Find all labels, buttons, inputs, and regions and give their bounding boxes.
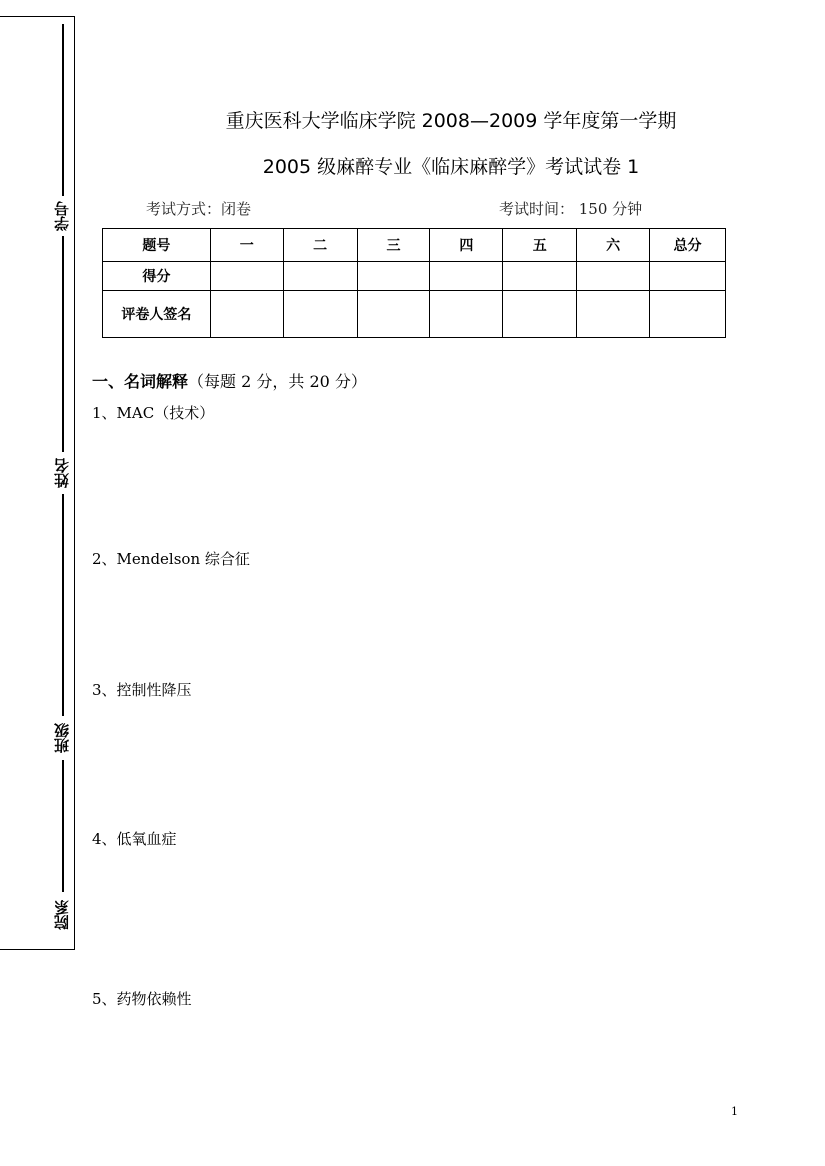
binding-line	[62, 494, 64, 716]
grader-row-label: 评卷人签名	[103, 291, 211, 338]
grader-cell[interactable]	[503, 291, 577, 338]
table-header-cell: 题号	[103, 229, 211, 262]
score-cell[interactable]	[650, 262, 726, 291]
student-name-label: 姓名	[53, 458, 71, 488]
binding-line	[62, 236, 64, 452]
score-cell[interactable]	[430, 262, 503, 291]
score-cell[interactable]	[577, 262, 650, 291]
student-id-label: 学号	[53, 201, 71, 231]
grader-cell[interactable]	[357, 291, 430, 338]
exam-title-line1: 重庆医科大学临床学院 2008—2009 学年度第一学期	[225, 110, 677, 132]
question-item: 5、药物依赖性	[92, 990, 192, 1008]
exam-mode: 考试方式：闭卷	[146, 200, 252, 218]
table-header-cell: 二	[283, 229, 357, 262]
exam-title-line2: 2005 级麻醉专业《临床麻醉学》考试试卷 1	[262, 156, 640, 178]
question-item: 2、Mendelson 综合征	[92, 550, 250, 568]
table-header-cell: 三	[357, 229, 430, 262]
question-item: 4、低氧血症	[92, 830, 177, 848]
score-cell[interactable]	[283, 262, 357, 291]
section-title: 一、名词解释	[92, 372, 189, 391]
table-row	[103, 262, 726, 291]
grader-cell[interactable]	[430, 291, 503, 338]
question-item: 1、MAC（技术）	[92, 404, 215, 422]
section-note: （每题 2 分，共 20 分）	[188, 372, 367, 391]
class-label: 班级	[53, 723, 71, 753]
section-heading	[92, 369, 367, 392]
binding-line	[62, 24, 64, 196]
score-table	[102, 228, 726, 338]
page-number: 1	[731, 1105, 738, 1118]
grader-cell[interactable]	[650, 291, 726, 338]
table-header-cell: 六	[577, 229, 650, 262]
table-header-cell: 四	[430, 229, 503, 262]
grader-cell[interactable]	[283, 291, 357, 338]
table-header-cell: 总分	[650, 229, 726, 262]
score-cell[interactable]	[503, 262, 577, 291]
table-header-cell: 一	[210, 229, 283, 262]
table-row	[103, 291, 726, 338]
score-cell[interactable]	[210, 262, 283, 291]
score-cell[interactable]	[357, 262, 430, 291]
grader-cell[interactable]	[210, 291, 283, 338]
question-item: 3、控制性降压	[92, 681, 192, 699]
table-header-cell: 五	[503, 229, 577, 262]
table-row	[103, 229, 726, 262]
binding-line	[62, 760, 64, 892]
score-row-label: 得分	[103, 262, 211, 291]
exam-duration: 考试时间： 150 分钟	[499, 200, 643, 218]
department-label: 院系	[53, 900, 71, 930]
grader-cell[interactable]	[577, 291, 650, 338]
